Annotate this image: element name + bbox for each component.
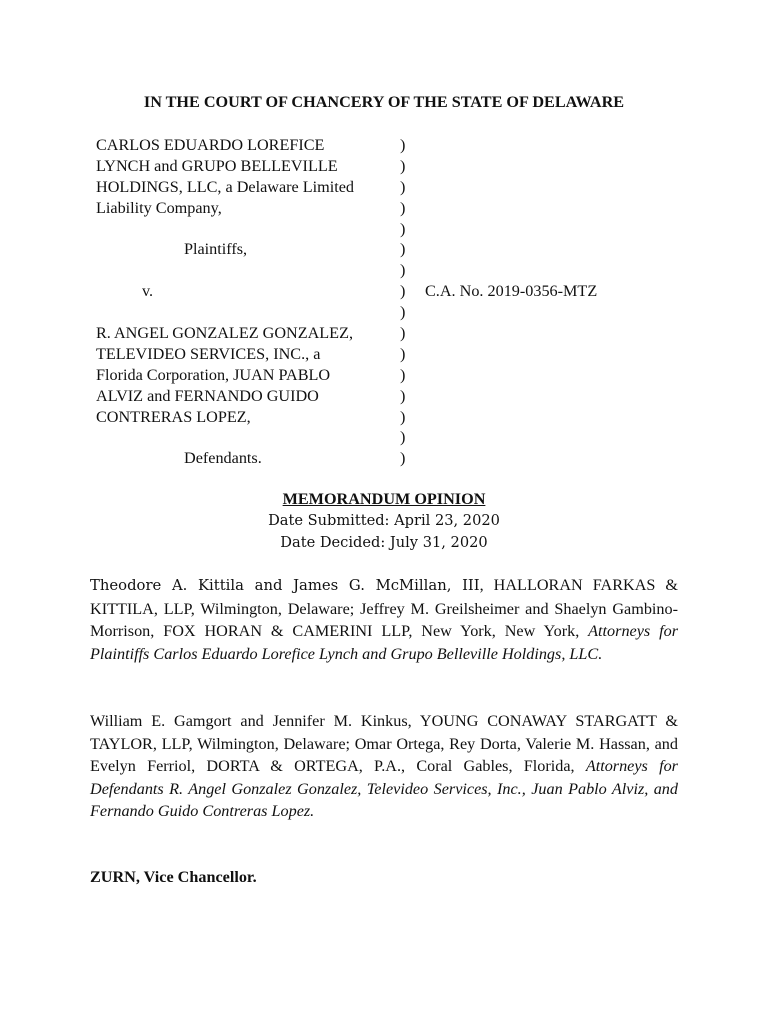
- caption-paren: ): [400, 407, 406, 426]
- plaintiffs-counsel-lead: Theodore A. Kittila and James G. McMillan, III: [90, 577, 480, 594]
- spacer: [96, 427, 396, 448]
- caption-paren: ): [400, 156, 406, 175]
- plaintiffs-counsel-role: Attorneys for Plaintiffs Carlos Eduardo Lorefice Lynch and Grupo Belleville Holdings, LLC.: [90, 622, 678, 663]
- caption-paren: ): [400, 282, 406, 301]
- plaintiff-line: LYNCH and GRUPO BELLEVILLE: [96, 156, 338, 175]
- memorandum-title: MEMORANDUM OPINION: [282, 490, 486, 508]
- defendant-line: CONTRERAS LOPEZ,: [96, 407, 251, 426]
- plaintiffs-label: Plaintiffs,: [184, 240, 248, 259]
- case-number: C.A. No. 2019-0356-MTZ: [425, 282, 598, 300]
- spacer: [96, 302, 396, 323]
- caption-paren: ): [400, 240, 406, 259]
- caption-paren: ): [400, 303, 406, 322]
- caption-paren: ): [400, 344, 406, 363]
- defendants-counsel-body: William E. Gamgort and Jennifer M. Kinkus, YOUNG CONAWAY STARGATT & TAYLOR, LLP, Wilmington, Delaware; Omar Ortega, Rey Dorta, Valerie M. Hassan, and Evelyn Ferriol, DORTA & ORTEGA, P.A., Coral Gables, Florida,: [90, 712, 678, 775]
- plaintiff-line: CARLOS EDUARDO LOREFICE: [96, 136, 325, 154]
- caption-paren: ): [400, 428, 406, 447]
- spacer: [96, 219, 396, 240]
- defendants-label: Defendants.: [184, 449, 262, 468]
- case-caption: [96, 135, 396, 469]
- plaintiff-line: Liability Company,: [96, 198, 222, 217]
- defendant-line: R. ANGEL GONZALEZ GONZALEZ,: [96, 324, 354, 343]
- defendant-line: Florida Corporation, JUAN PABLO: [96, 365, 331, 384]
- spacer: [96, 260, 396, 281]
- caption-paren: ): [400, 324, 406, 343]
- caption-paren: ): [400, 261, 406, 280]
- date-decided: Date Decided: July 31, 2020: [280, 534, 488, 551]
- caption-paren-column: [400, 135, 412, 469]
- date-submitted: Date Submitted: April 23, 2020: [268, 512, 500, 529]
- caption-paren: ): [400, 198, 406, 217]
- defendants-counsel-role: Attorneys for Defendants R. Angel Gonzalez Gonzalez, Televideo Services, Inc., Juan Pablo Alviz, and Fernando Guido Contreras Lopez.: [90, 757, 678, 820]
- defendant-line: TELEVIDEO SERVICES, INC., a: [96, 344, 321, 363]
- defendants-counsel-paragraph: [90, 710, 678, 823]
- caption-paren: ): [400, 219, 406, 238]
- caption-paren: ): [400, 365, 406, 384]
- caption-paren: ): [400, 136, 406, 154]
- caption-paren: ): [400, 177, 406, 196]
- court-heading: IN THE COURT OF CHANCERY OF THE STATE OF DELAWARE: [143, 93, 625, 111]
- defendant-line: ALVIZ and FERNANDO GUIDO: [96, 386, 319, 405]
- caption-paren: ): [400, 386, 406, 405]
- plaintiff-line: HOLDINGS, LLC, a Delaware Limited: [96, 177, 355, 196]
- opinion-author: ZURN, Vice Chancellor.: [90, 868, 257, 886]
- plaintiffs-counsel-body: , HALLORAN FARKAS & KITTILA, LLP, Wilmington, Delaware; Jeffrey M. Greilsheimer and Shaelyn Gambino-Morrison, FOX HORAN & CAMERINI LLP, New York, New York,: [90, 576, 678, 640]
- plaintiffs-counsel-paragraph: [90, 574, 678, 665]
- caption-paren: ): [400, 449, 406, 468]
- versus-label: v.: [142, 282, 154, 301]
